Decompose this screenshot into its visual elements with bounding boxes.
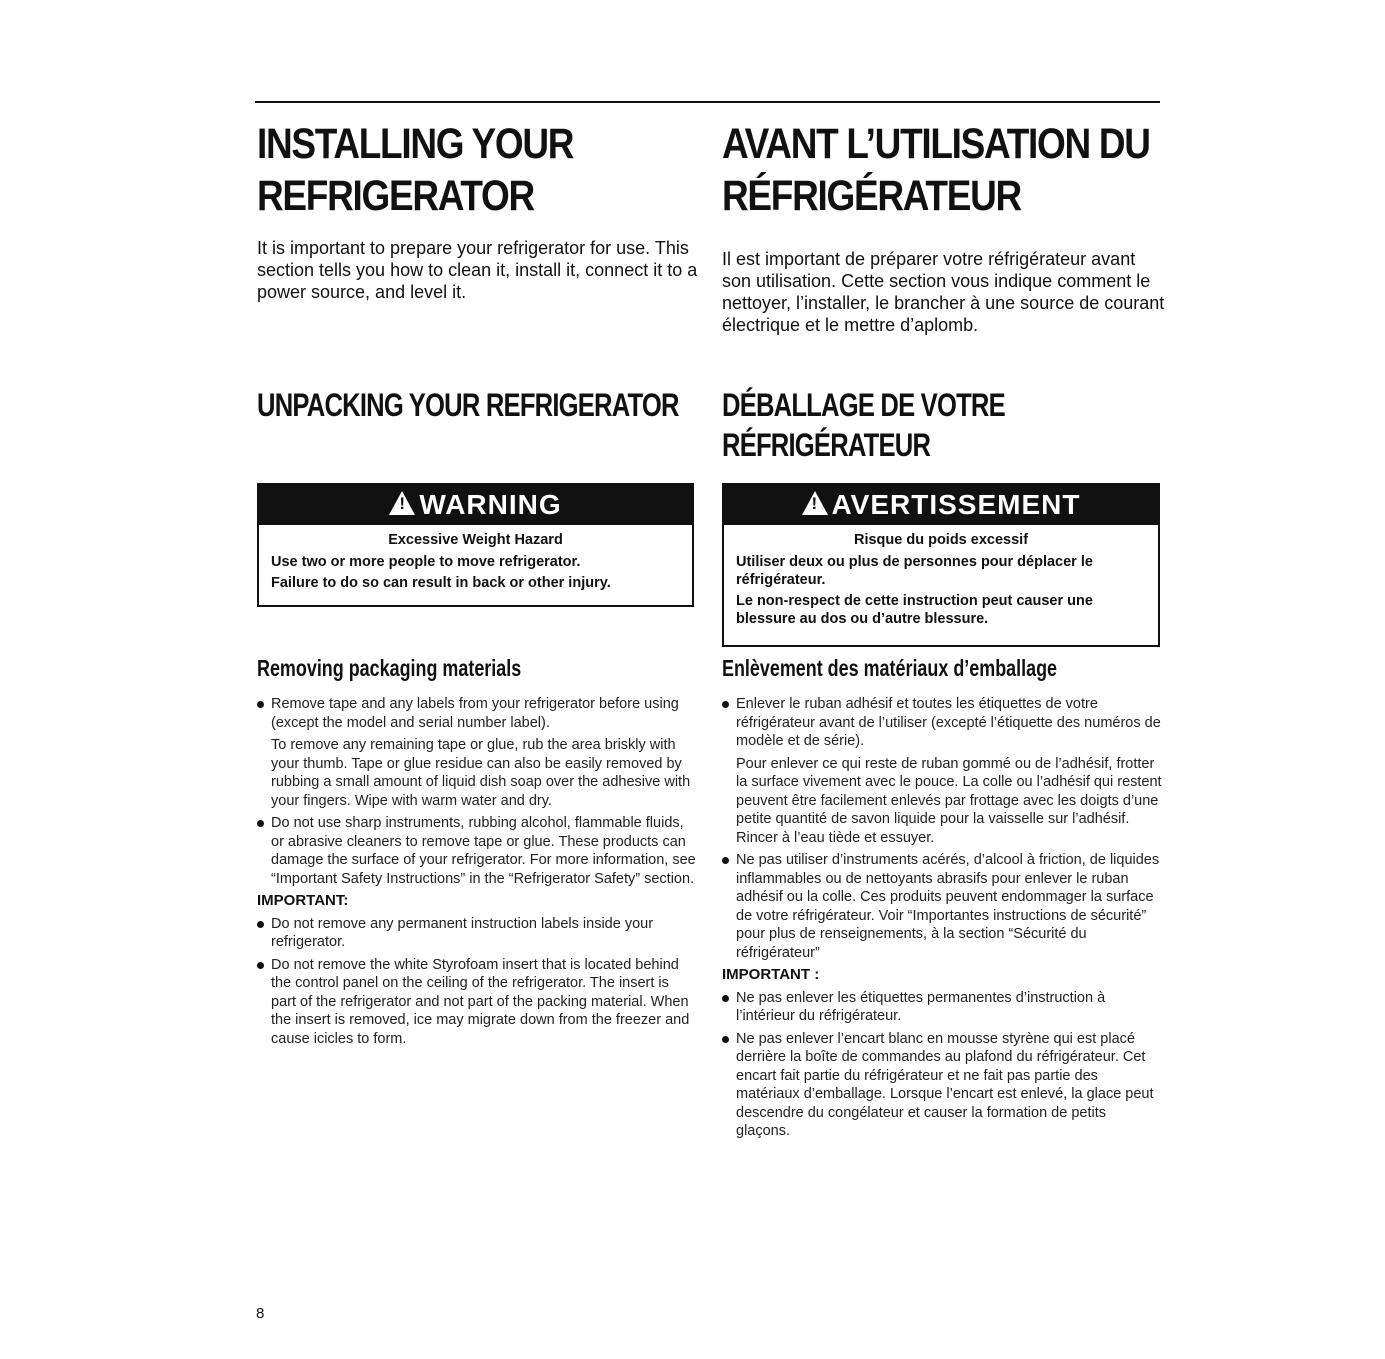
bullet-item: Do not remove any permanent instruction labels inside your refrigerator. xyxy=(257,915,697,952)
page-title-en xyxy=(257,118,573,222)
bullet-item: Ne pas utiliser d’instruments acérés, d’alcool à friction, de liquides inflammables ou de nettoyants abrasifs pour enlever le ruban adhésif ou la colle. Ces produits peuvent endommager la surface de votre réfrigérateur. Voir “Importantes instructions de sécurité” pour plus de renseignements, à la section “Sécurité du réfrigérateur” xyxy=(722,851,1162,962)
title-line: AVANT L’UTILISATION DU xyxy=(722,120,1150,168)
warning-heading: WARNING xyxy=(419,489,562,520)
warning-header xyxy=(724,485,1158,525)
intro-text-fr: Il est important de préparer votre réfrigérateur avant son utilisation. Cette section vous indique comment le nettoyer, l’installer, le brancher à une source de courant électrique et le mettre d’aplomb. xyxy=(722,249,1165,335)
title-line: RÉFRIGÉRATEUR xyxy=(722,172,1021,220)
important-label: IMPORTANT : xyxy=(722,966,820,983)
warning-heading: AVERTISSEMENT xyxy=(831,489,1081,520)
warning-line: Failure to do so can result in back or other injury. xyxy=(271,575,611,591)
title-line: INSTALLING YOUR xyxy=(257,120,574,168)
page-number: 8 xyxy=(256,1305,265,1322)
warning-line: Utiliser deux ou plus de personnes pour déplacer le réfrigérateur. xyxy=(736,554,1093,588)
warning-header xyxy=(259,485,692,525)
warning-box-fr xyxy=(722,483,1160,647)
paragraph: Pour enlever ce qui reste de ruban gommé ou de l’adhésif, frotter la surface vivement avec le pouce. La colle ou l’adhésif qui restent peuvent être facilement enlevés par frottage avec les doigts d’une petite quantité de savon liquide pour la vaisselle sur l’adhésif. Rincer à l’eau tiède et essuyer. xyxy=(736,755,1162,846)
intro-text-en: It is important to prepare your refrigerator for use. This section tells you how to clean it, install it, connect it to a power source, and level it. xyxy=(257,238,698,302)
section-title-fr xyxy=(722,385,1005,465)
bullet-item: Do not use sharp instruments, rubbing alcohol, flammable fluids, or abrasive cleaners to remove tape or glue. These products can damage the surface of your refrigerator. For more information, see “Important Safety Instructions” in the “Refrigerator Safety” section. xyxy=(257,814,697,888)
subsection-title-fr: Enlèvement des matériaux d’emballage xyxy=(722,655,1058,681)
bullet-item: Enlever le ruban adhésif et toutes les étiquettes de votre réfrigérateur avant de l’utiliser (excepté l’étiquette des numéros de modèle et de série). xyxy=(722,695,1162,751)
warning-line: Use two or more people to move refrigerator. xyxy=(271,554,581,570)
warning-triangle-icon xyxy=(802,491,828,515)
bullet-item: Remove tape and any labels from your refrigerator before using (except the model and serial number label). xyxy=(257,695,697,732)
section-title-en xyxy=(257,385,679,425)
paragraph: To remove any remaining tape or glue, rub the area briskly with your thumb. Tape or glue residue can also be easily removed by rubbing a small amount of liquid dish soap over the adhesive with your fingers. Wipe with warm water and dry. xyxy=(271,737,691,809)
body-text-en xyxy=(257,695,697,1052)
section-title-line: RÉFRIGÉRATEUR xyxy=(722,427,931,463)
warning-triangle-icon xyxy=(389,491,415,515)
bullet-item: Ne pas enlever l’encart blanc en mousse styrène qui est placé derrière la boîte de commandes au plafond du réfrigérateur. Cet encart fait partie du réfrigérateur et ne fait pas partie des matériaux d’emballage. Lorsque l’encart est enlevé, la glace peut descendre du congélateur et causer la formation de petits glaçons. xyxy=(722,1030,1162,1141)
warning-subheading: Excessive Weight Hazard xyxy=(388,532,563,548)
section-title-line: UNPACKING YOUR REFRIGERATOR xyxy=(257,387,679,423)
body-text-fr xyxy=(722,695,1162,1145)
subsection-title-en: Removing packaging materials xyxy=(257,655,522,681)
section-title-line: DÉBALLAGE DE VOTRE xyxy=(722,387,1005,423)
warning-subheading: Risque du poids excessif xyxy=(853,532,1029,548)
important-label: IMPORTANT: xyxy=(257,892,349,909)
warning-box-en xyxy=(257,483,694,607)
warning-line: Le non-respect de cette instruction peut causer une blessure au dos ou d’autre blessure. xyxy=(736,593,1093,627)
title-line: REFRIGERATOR xyxy=(257,172,534,220)
bullet-item: Do not remove the white Styrofoam insert that is located behind the control panel on the ceiling of the refrigerator. The insert is part of the refrigerator and not part of the packing material. When the insert is removed, ice may migrate down from the freezer and cause icicles to form. xyxy=(257,956,697,1049)
top-divider xyxy=(255,101,1160,103)
page-title-fr xyxy=(722,118,1150,222)
bullet-item: Ne pas enlever les étiquettes permanentes d’instruction à l’intérieur du réfrigérateur. xyxy=(722,989,1162,1026)
